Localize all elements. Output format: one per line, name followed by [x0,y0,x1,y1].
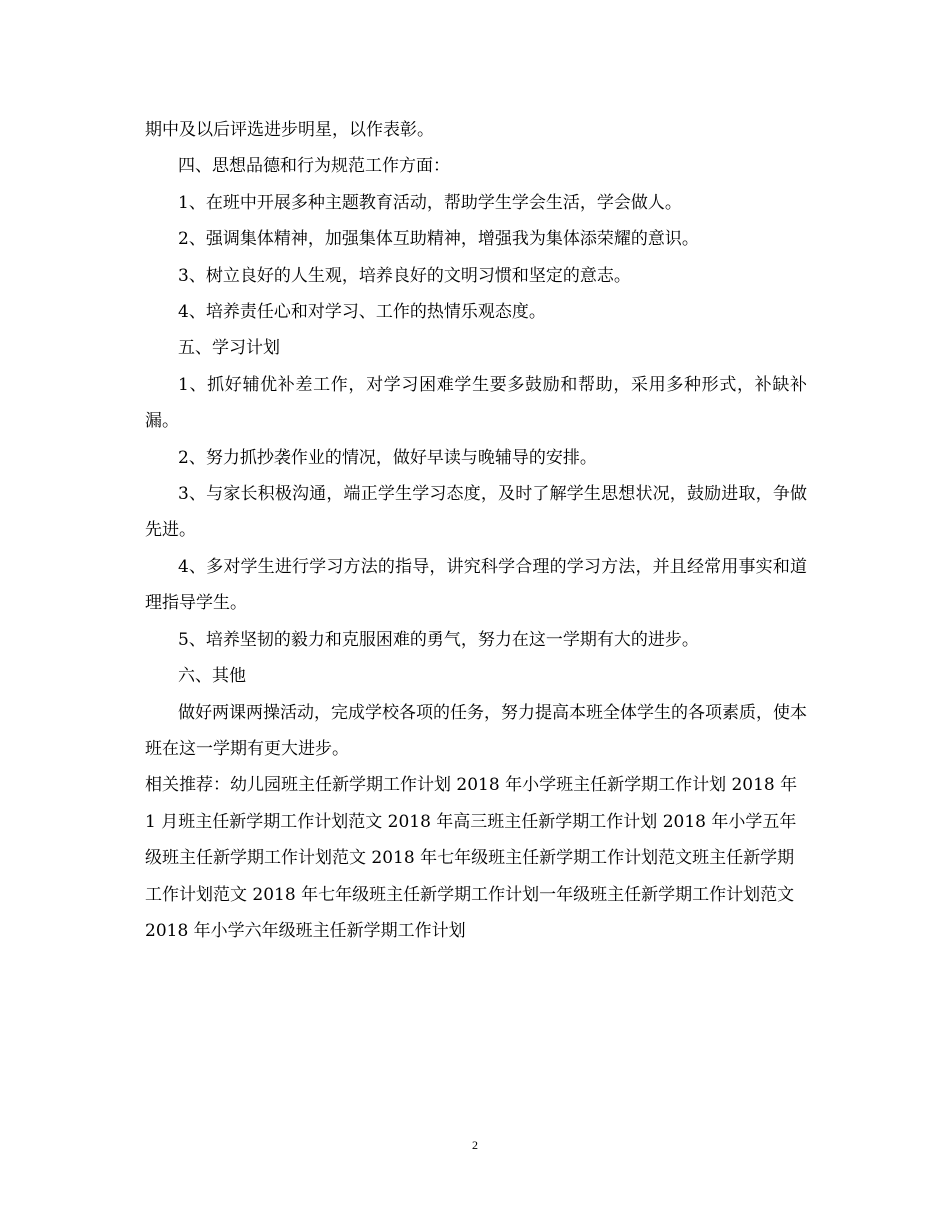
section-5-item-4: 4、多对学生进行学习方法的指导，讲究科学合理的学习方法，并且经常用事实和道理指导学生。 [145,556,807,614]
section-4-item-4: 4、培养责任心和对学习、工作的热情乐观态度。 [178,302,546,323]
section-5-item-2: 2、努力抓抄袭作业的情况，做好早读与晚辅导的安排。 [178,447,597,468]
section-4-item-2: 2、强调集体精神，加强集体互助精神，增强我为集体添荣耀的意识。 [178,229,699,250]
lead-in-paragraph: 期中及以后评选进步明星，以作表彰。 [145,120,434,140]
section-5-heading: 五、学习计划 [178,338,280,359]
document-body [145,112,807,949]
section-5-item-3: 3、与家长积极沟通，端正学生学习态度，及时了解学生思想状况，鼓励进取，争做先进。 [145,484,807,541]
related-recommendations: 相关推荐：幼儿园班主任新学期工作计划 2018 年小学班主任新学期工作计划 2018 年 1 月班主任新学期工作计划范文 2018 年高三班主任新学期工作计划 2018 年小学五年级班主任新学期工作计划范文 2018 年七年级班主任新学期工作计划范文班主任新学期工作计划范文 2018 年七年级班主任新学期工作计划一年级班主任新学期工作计划范文 2018 年小学六年级班主任新学期工作计划 [145,775,798,941]
page-number: 2 [472,1138,478,1152]
section-6-heading: 六、其他 [178,666,246,687]
section-5-item-1: 1、抓好辅优补差工作，对学习困难学生要多鼓励和帮助，采用多种形式，补缺补漏。 [145,374,807,432]
section-4-item-3: 3、树立良好的人生观，培养良好的文明习惯和坚定的意志。 [178,265,631,286]
section-4-item-1: 1、在班中开展多种主题教育活动，帮助学生学会生活，学会做人。 [178,192,682,213]
section-6-body: 做好两课两操活动，完成学校各项的任务，努力提高本班全体学生的各项素质，使本班在这一学期有更大进步。 [145,702,807,759]
section-4-heading: 四、思想品德和行为规范工作方面： [178,156,450,177]
section-5-item-5: 5、培养坚韧的毅力和克服困难的勇气，努力在这一学期有大的进步。 [178,629,699,650]
